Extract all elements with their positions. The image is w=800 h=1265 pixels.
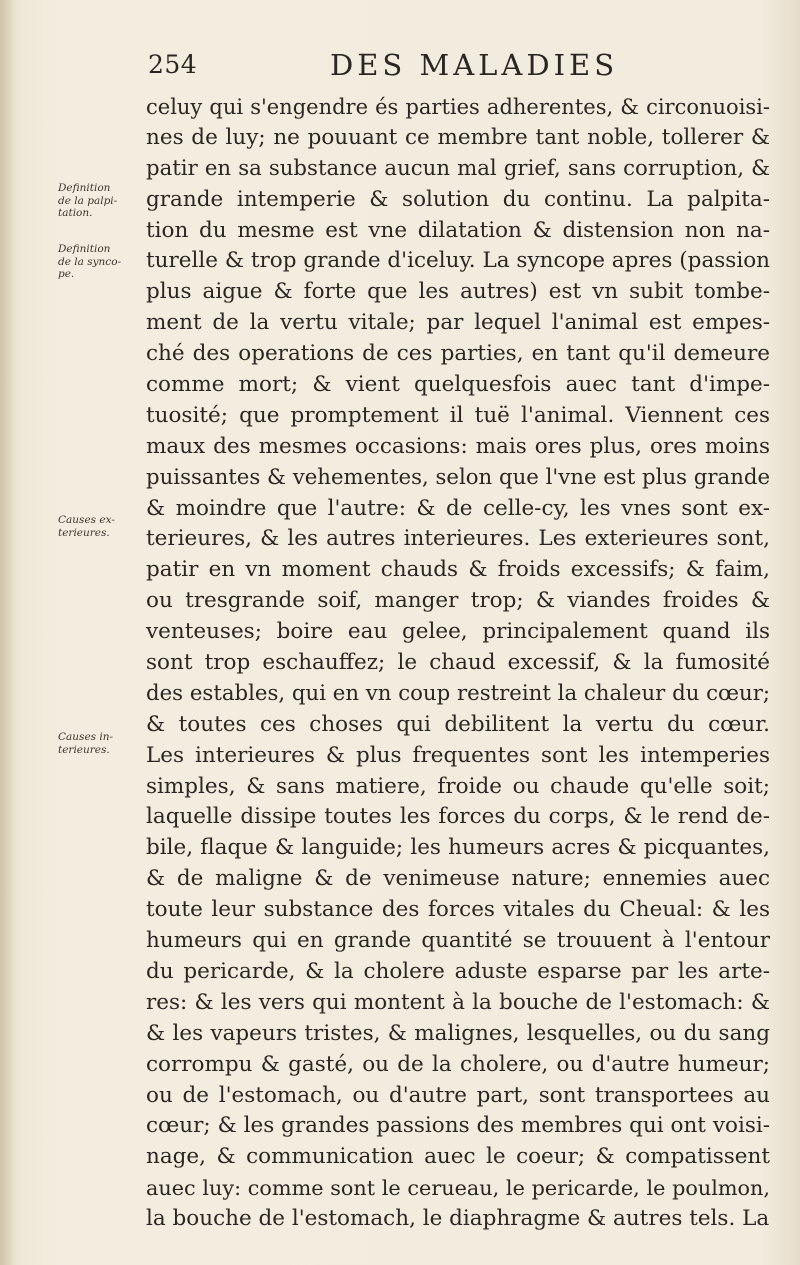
text-line: & de maligne & de venimeuse nature; ennemies auec	[146, 866, 770, 892]
text-line: nes de luy; ne pouuant ce membre tant noble, tollerer &	[146, 124, 770, 150]
text-line: venteuses; boire eau gelee, principalement quand ils	[146, 619, 770, 645]
margin-note-line: pe.	[58, 268, 75, 280]
text-line: Les interieures & plus frequentes sont les intemperies	[146, 742, 770, 768]
margin-note-line: Causes in-	[58, 731, 114, 743]
text-line: bile, flaque & languide; les humeurs acres & picquantes,	[146, 835, 770, 861]
margin-note-line: Definition	[58, 182, 111, 194]
text-line: patir en vn moment chauds & froids excessifs; & faim,	[146, 557, 770, 583]
margin-note-line: de la synco-	[58, 255, 122, 268]
text-line: plus aigue & forte que les autres) est vn subit tombe-	[146, 279, 770, 305]
text-line: terieures, & les autres interieures. Les exterieures sont,	[146, 526, 770, 552]
margin-note-definition-syncope	[58, 243, 144, 281]
text-line: auec luy: comme sont le cerueau, le pericarde, le poulmon,	[146, 1176, 770, 1201]
margin-note-causes-interieures	[58, 731, 144, 756]
text-line: celuy qui s'engendre és parties adherentes, & circonuoisi-	[146, 95, 770, 119]
margin-note-line: terieures.	[58, 526, 110, 539]
text-line: ment de la vertu vitale; par lequel l'animal est empes-	[146, 310, 770, 336]
text-line: corrompu & gasté, ou de la cholere, ou d'autre humeur;	[146, 1051, 770, 1077]
text-line: laquelle dissipe toutes les forces du corps, & le rend de-	[146, 804, 770, 830]
text-line: tion du mesme est vne dilatation & distension non na-	[146, 217, 770, 243]
text-line: patir en sa substance aucun mal grief, sans corruption, &	[146, 155, 770, 181]
text-line: humeurs qui en grande quantité se trouuent à l'entour	[146, 928, 770, 954]
text-line: comme mort; & vient quelquesfois auec tant d'impe-	[146, 372, 770, 398]
binding-shadow	[0, 0, 14, 1265]
text-line: sont trop eschauffez; le chaud excessif, & la fumosité	[146, 650, 770, 676]
text-line: tuosité; que promptement il tuë l'animal. Viennent ces	[146, 402, 770, 428]
text-line: res: & les vers qui montent à la bouche de l'estomach: &	[146, 989, 770, 1015]
text-line: toute leur substance des forces vitales du Cheual: & les	[146, 897, 770, 923]
text-line: turelle & trop grande d'iceluy. La syncope apres (passion	[146, 248, 770, 274]
margin-note-line: Definition	[58, 243, 111, 255]
page-number: 254	[148, 50, 198, 79]
text-line: maux des mesmes occasions: mais ores plus, ores moins	[146, 433, 770, 459]
text-line: puissantes & vehementes, selon que l'vne est plus grande	[146, 464, 770, 490]
margin-note-line: de la palpi-	[58, 194, 118, 207]
text-line: la bouche de l'estomach, le diaphragme & autres tels. La	[146, 1206, 770, 1232]
text-line: nage, & communication auec le coeur; & compatissent	[146, 1144, 770, 1170]
text-line: du pericarde, & la cholere aduste esparse par les arte-	[146, 958, 770, 984]
text-line: cœur; & les grandes passions des membres qui ont voisi-	[146, 1113, 770, 1139]
margin-note-line: Causes ex-	[58, 514, 115, 526]
text-line: & les vapeurs tristes, & malignes, lesquelles, ou du sang	[146, 1020, 770, 1046]
text-line: & toutes ces choses qui debilitent la vertu du cœur.	[146, 711, 770, 737]
body-text	[146, 92, 770, 1235]
text-line: ché des operations de ces parties, en tant qu'il demeure	[146, 341, 770, 367]
page-header	[0, 48, 800, 88]
margin-note-causes-exterieures	[58, 514, 144, 539]
text-line: ou tresgrande soif, manger trop; & viandes froides &	[146, 588, 770, 614]
text-line: & moindre que l'autre: & de celle-cy, les vnes sont ex-	[146, 495, 770, 521]
text-line: grande intemperie & solution du continu. La palpita-	[146, 186, 770, 212]
margin-note-definition-palpitation	[58, 182, 144, 220]
text-line: des estables, qui en vn coup restreint la chaleur du cœur;	[146, 680, 770, 706]
running-head: DES MALADIES	[330, 48, 619, 82]
margin-note-line: terieures.	[58, 743, 110, 756]
margin-note-line: tation.	[58, 207, 93, 219]
text-line: ou de l'estomach, ou d'autre part, sont transportees au	[146, 1082, 770, 1108]
text-line: simples, & sans matiere, froide ou chaude qu'elle soit;	[146, 773, 770, 799]
